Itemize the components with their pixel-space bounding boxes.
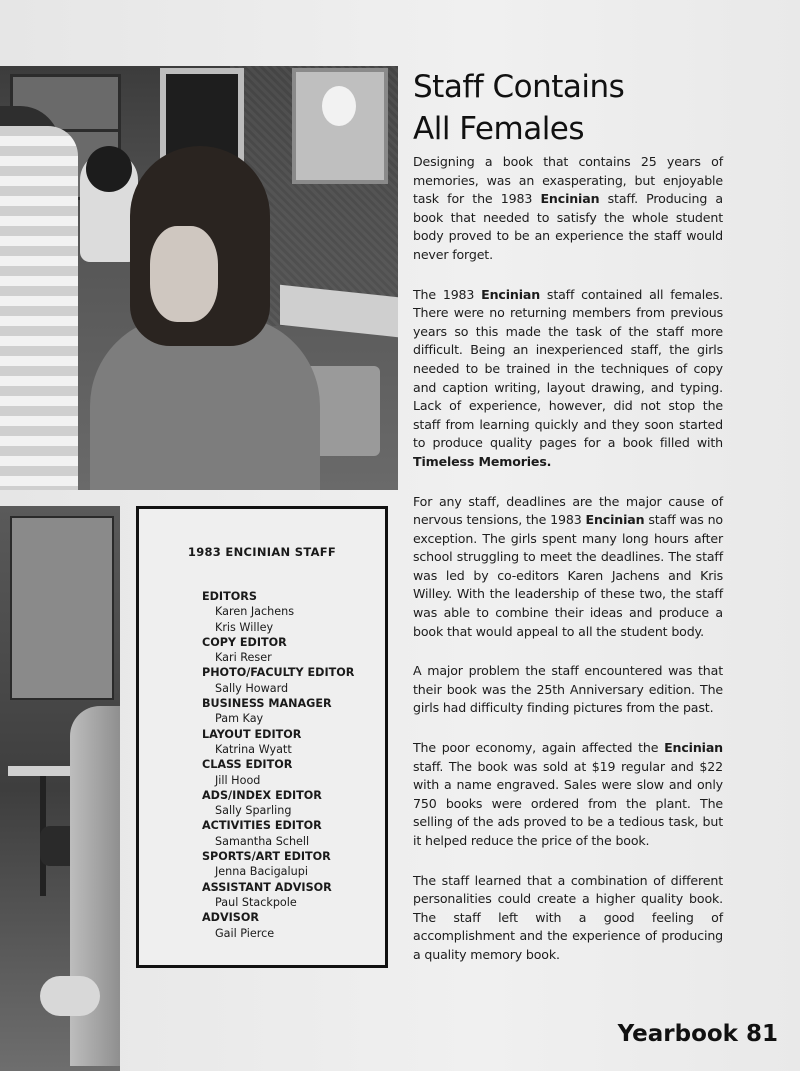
staff-role: ADS/INDEX EDITOR bbox=[202, 788, 322, 802]
staff-role: ASSISTANT ADVISOR bbox=[202, 880, 332, 894]
paragraph: For any staff, deadlines are the major cause of nervous tensions, the 1983 Encinian staff was no exception. The girls spent many long hours after school struggling to meet the deadlines. The staff was led by co-editors Karen Jachens and Kris Willey. With the leadership of these two, the staff was able to combine their ideas and produce a book that would appeal to all the student body. bbox=[413, 493, 723, 639]
staff-photo-top bbox=[0, 66, 398, 490]
staff-role: SPORTS/ART EDITOR bbox=[202, 850, 331, 864]
photo-poster-dog bbox=[292, 68, 388, 184]
staff-member-name: Jenna Bacigalupi bbox=[215, 865, 308, 879]
staff-heading: 1983 ENCINIAN STAFF bbox=[187, 545, 337, 559]
photo-stool bbox=[8, 766, 78, 776]
photo-hand bbox=[40, 976, 100, 1016]
photo-left-person bbox=[0, 126, 78, 490]
staff-list bbox=[202, 589, 354, 941]
staff-member-name: Sally Howard bbox=[215, 681, 289, 695]
staff-role: PHOTO/FACULTY EDITOR bbox=[202, 666, 355, 680]
staff-role: ACTIVITIES EDITOR bbox=[202, 819, 322, 833]
staff-role: LAYOUT EDITOR bbox=[202, 727, 302, 741]
staff-photo-bottom bbox=[0, 506, 120, 1071]
staff-member-name: Gail Pierce bbox=[215, 926, 275, 940]
staff-member-name: Jill Hood bbox=[215, 773, 261, 787]
staff-member-name: Pam Kay bbox=[215, 712, 264, 726]
paragraph: A major problem the staff encountered was that their book was the 25th Anniversary edition. The girls had difficulty finding pictures from the past. bbox=[413, 663, 723, 716]
staff-role: BUSINESS MANAGER bbox=[202, 697, 332, 711]
staff-role: CLASS EDITOR bbox=[202, 758, 293, 772]
staff-role: EDITORS bbox=[202, 590, 257, 603]
staff-member-name: Karen Jachens bbox=[215, 605, 295, 619]
staff-member-name: Katrina Wyatt bbox=[215, 742, 292, 756]
staff-member-name: Kari Reser bbox=[215, 651, 272, 665]
staff-member-name: Sally Sparling bbox=[215, 804, 292, 818]
page-footer: Yearbook 81 bbox=[617, 1021, 778, 1047]
title-line-2: All Females bbox=[413, 111, 585, 147]
paragraph: The poor economy, again affected the Encinian staff. The book was sold at $19 regular and $22 with a name engraved. Sales were slow and only 750 books were ordered from the plant. The selling of the ads proved to be a tedious task, but it helped reduce the price of the book. bbox=[413, 740, 723, 848]
article-body bbox=[413, 153, 723, 986]
article-title bbox=[413, 66, 793, 150]
paragraph: Designing a book that contains 25 years of memories, was an exasperating, but enjoyable task for the 1983 Encinian staff. Producing a book that needed to satisfy the whole student body proved to be an experience the staff would never forget. bbox=[413, 154, 724, 262]
staff-list-box bbox=[136, 506, 388, 968]
staff-role: COPY EDITOR bbox=[202, 635, 287, 649]
staff-member-name: Paul Stackpole bbox=[215, 895, 297, 909]
paragraph: The 1983 Encinian staff contained all females. There were no returning members from previous years so this made the task of the staff more difficult. Being an inexperienced staff, the girls needed to be trained in the techniques of copy and caption writing, layout drawing, and typing. Lack of experience, however, did not stop the staff from learning quickly and they soon started to produce quality pages for a book filled with Timeless Memories. bbox=[413, 286, 723, 469]
staff-role: ADVISOR bbox=[202, 911, 259, 925]
photo-frame bbox=[10, 516, 114, 700]
staff-member-name: Samantha Schell bbox=[215, 834, 310, 848]
photo-main-person-face bbox=[150, 226, 218, 322]
staff-member-name: Kris Willey bbox=[215, 620, 274, 634]
paragraph: The staff learned that a combination of different personalities could create a higher quality book. The staff left with a good feeling of accomplishment and the experience of producing a quality memory book. bbox=[413, 872, 723, 962]
title-line-1: Staff Contains bbox=[413, 69, 625, 105]
